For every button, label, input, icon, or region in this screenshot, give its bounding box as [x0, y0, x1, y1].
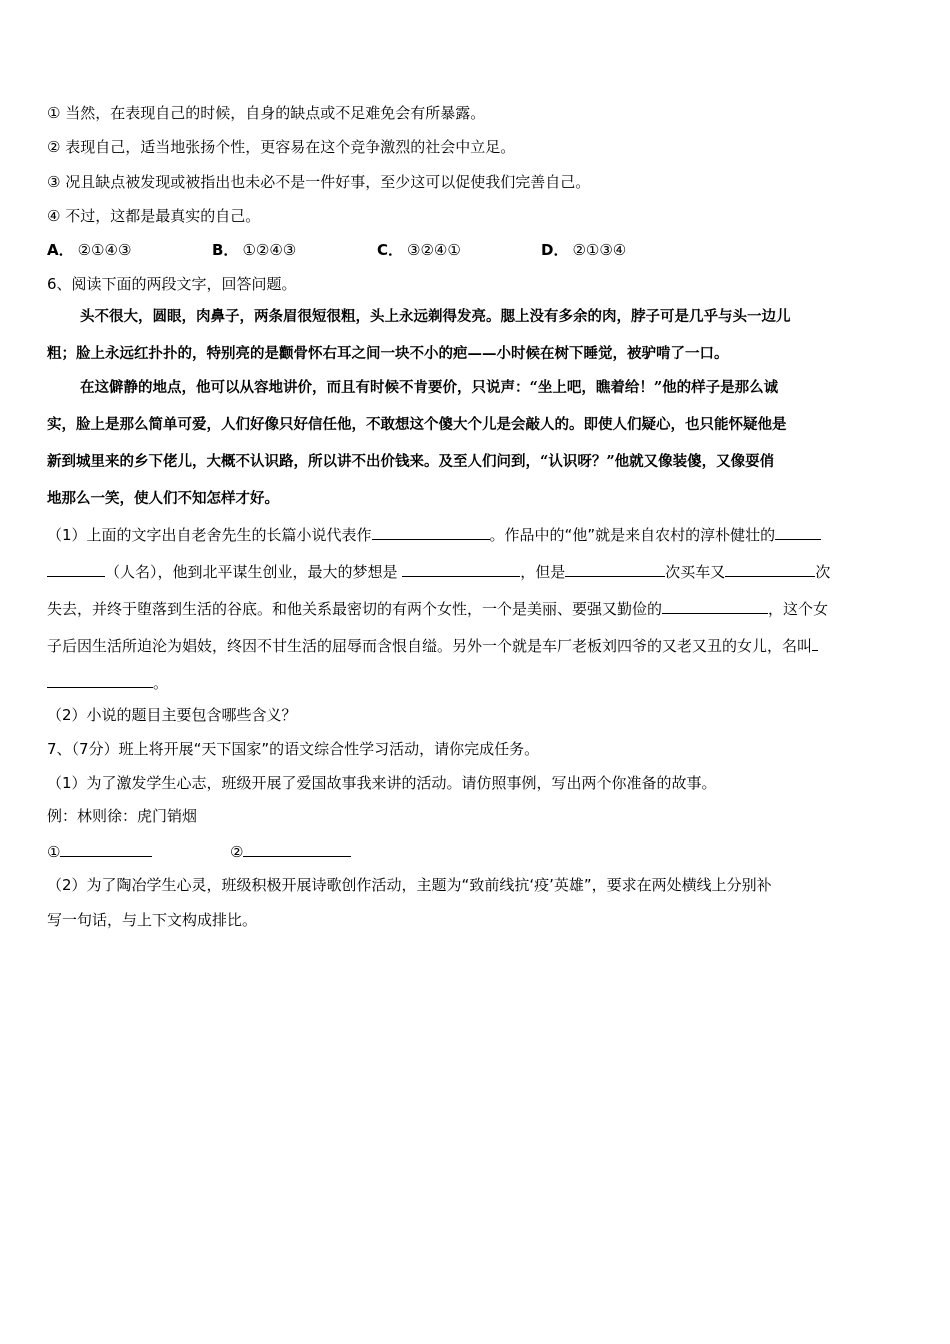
q6-sub1-line-1 [47, 523, 821, 545]
q6-sub1-text-e: 次买车又 [665, 563, 726, 581]
answer-blank-dream[interactable] [402, 560, 520, 577]
q7-number: 7、 [47, 740, 72, 758]
q6-sub1-line-4 [47, 634, 818, 656]
q6-passage-line-5: 新到城里来的乡下佬儿，大概不认识路，所以讲不出价钱来。及至人们问到，“认识呀？”他就又像装傻，又像耍俏 [47, 453, 775, 470]
q6-sub1-line-2 [47, 560, 830, 582]
q5-option-c[interactable] [377, 240, 461, 260]
q7-sub2-line-1: （2）为了陶冶学生心灵，班级积极开展诗歌创作活动，主题为“致前线抗‘疫’英雄”，要求在两处横线上分别补 [47, 876, 772, 894]
q6-passage-line-2: 粗；脸上永远红扑扑的，特别亮的是颧骨怀右耳之间一块不小的疤——小时候在树下睡觉，被驴啃了一口。 [47, 345, 729, 362]
answer-blank-story-1[interactable] [60, 840, 152, 857]
q6-sub1-text-h: ，这个女 [768, 600, 829, 618]
q6-sub1-text-j: 。 [153, 674, 169, 692]
q6-sub1-text-d: ，但是 [520, 563, 566, 581]
q6-passage-line-4: 实，脸上是那么简单可爱，人们好像只好信任他，不敢想这个傻大个儿是会敲人的。即使人们疑心，也只能怀疑他是 [47, 416, 787, 433]
q6-passage-line-1: 头不很大，圆眼，肉鼻子，两条眉很短很粗，头上永远剃得发亮。腮上没有多余的肉，脖子可是几乎与头一边儿 [80, 308, 791, 325]
q5-option-c-label: C． [377, 241, 404, 259]
q6-sub1-text-a: （1）上面的文字出自老舍先生的长篇小说代表作 [47, 526, 372, 544]
q6-sub1-text-f: 次 [815, 563, 831, 581]
q6-passage-line-6: 地那么一笑，使人们不知怎样才好。 [47, 490, 279, 507]
q7-points: （7分） [71, 740, 119, 758]
q7-sub1: （1）为了激发学生心志，班级开展了爱国故事我来讲的活动。请仿照事例，写出两个你准备的故事。 [47, 774, 717, 792]
q7-blank-2-label: ② [230, 843, 244, 861]
q5-option-a[interactable] [47, 240, 131, 260]
q5-option-d-text: ②①③④ [572, 241, 627, 259]
q6-sub2: （2）小说的题目主要包含哪些含义？ [47, 706, 297, 724]
q6-stem [47, 274, 297, 294]
q7-sub2-line-2: 写一句话，与上下文构成排比。 [47, 911, 258, 929]
q6-sub1-line-5 [47, 671, 168, 693]
answer-blank-name-part1[interactable] [775, 523, 821, 540]
q5-option-a-label: A． [47, 241, 74, 259]
q7-stem-text: 班上将开展“天下国家”的语文综合性学习活动，请你完成任务。 [118, 740, 540, 758]
q6-sub1-text-b: 。作品中的“他”就是来自农村的淳朴健壮的 [489, 526, 776, 544]
q7-blank-2-wrap [230, 840, 351, 862]
q7-example: 例：林则徐：虎门销烟 [47, 807, 198, 825]
q5-option-a-text: ②①④③ [77, 241, 132, 259]
q6-passage-line-3: 在这僻静的地点，他可以从容地讲价，而且有时候不肯要价，只说声：“坐上吧，瞧着给！”他的样子是那么诚 [80, 379, 779, 396]
q6-sub1-line-3 [47, 597, 828, 619]
q7-blank-1-label: ① [47, 843, 61, 861]
answer-blank-name-part2[interactable] [47, 560, 105, 577]
answer-blank-story-2[interactable] [243, 840, 351, 857]
q5-option-b-text: ①②④③ [242, 241, 297, 259]
q6-sub1-text-i: 子后因生活所迫沦为娼妓，终因不甘生活的屈辱而含恨自缢。另外一个就是车厂老板刘四爷的又老又丑的女儿，名叫 [47, 637, 813, 655]
q5-option-d-label: D． [541, 241, 569, 259]
q7-answer-row [47, 840, 447, 862]
q6-stem-text: 阅读下面的两段文字，回答问题。 [71, 275, 297, 293]
answer-blank-buy-times[interactable] [565, 560, 665, 577]
answer-blank-novel-title[interactable] [372, 523, 490, 540]
q5-option-d[interactable] [541, 240, 626, 260]
q6-number: 6、 [47, 275, 72, 293]
q7-stem [47, 739, 539, 759]
answer-blank-female-1[interactable] [662, 597, 768, 614]
q5-option-c-text: ③②④① [407, 241, 461, 259]
q5-sentence-1: ① 当然，在表现自己的时候，自身的缺点或不足难免会有所暴露。 [47, 104, 486, 122]
answer-blank-female-2-part1[interactable] [812, 634, 818, 651]
q5-sentence-4: ④ 不过，这都是最真实的自己。 [47, 207, 261, 225]
q6-sub1-text-c: （人名），他到北平谋生创业，最大的梦想是 [105, 563, 403, 581]
answer-blank-lose-times[interactable] [725, 560, 815, 577]
q5-sentence-2: ② 表现自己，适当地张扬个性，更容易在这个竞争激烈的社会中立足。 [47, 138, 516, 156]
q5-option-b[interactable] [212, 240, 296, 260]
q6-sub1-text-g: 失去，并终于堕落到生活的谷底。和他关系最密切的有两个女性，一个是美丽、要强又勤俭的 [47, 600, 663, 618]
answer-blank-female-2-part2[interactable] [47, 671, 153, 688]
q5-option-b-label: B． [212, 241, 239, 259]
q5-sentence-3: ③ 况且缺点被发现或被指出也未必不是一件好事，至少这可以促使我们完善自己。 [47, 173, 591, 191]
